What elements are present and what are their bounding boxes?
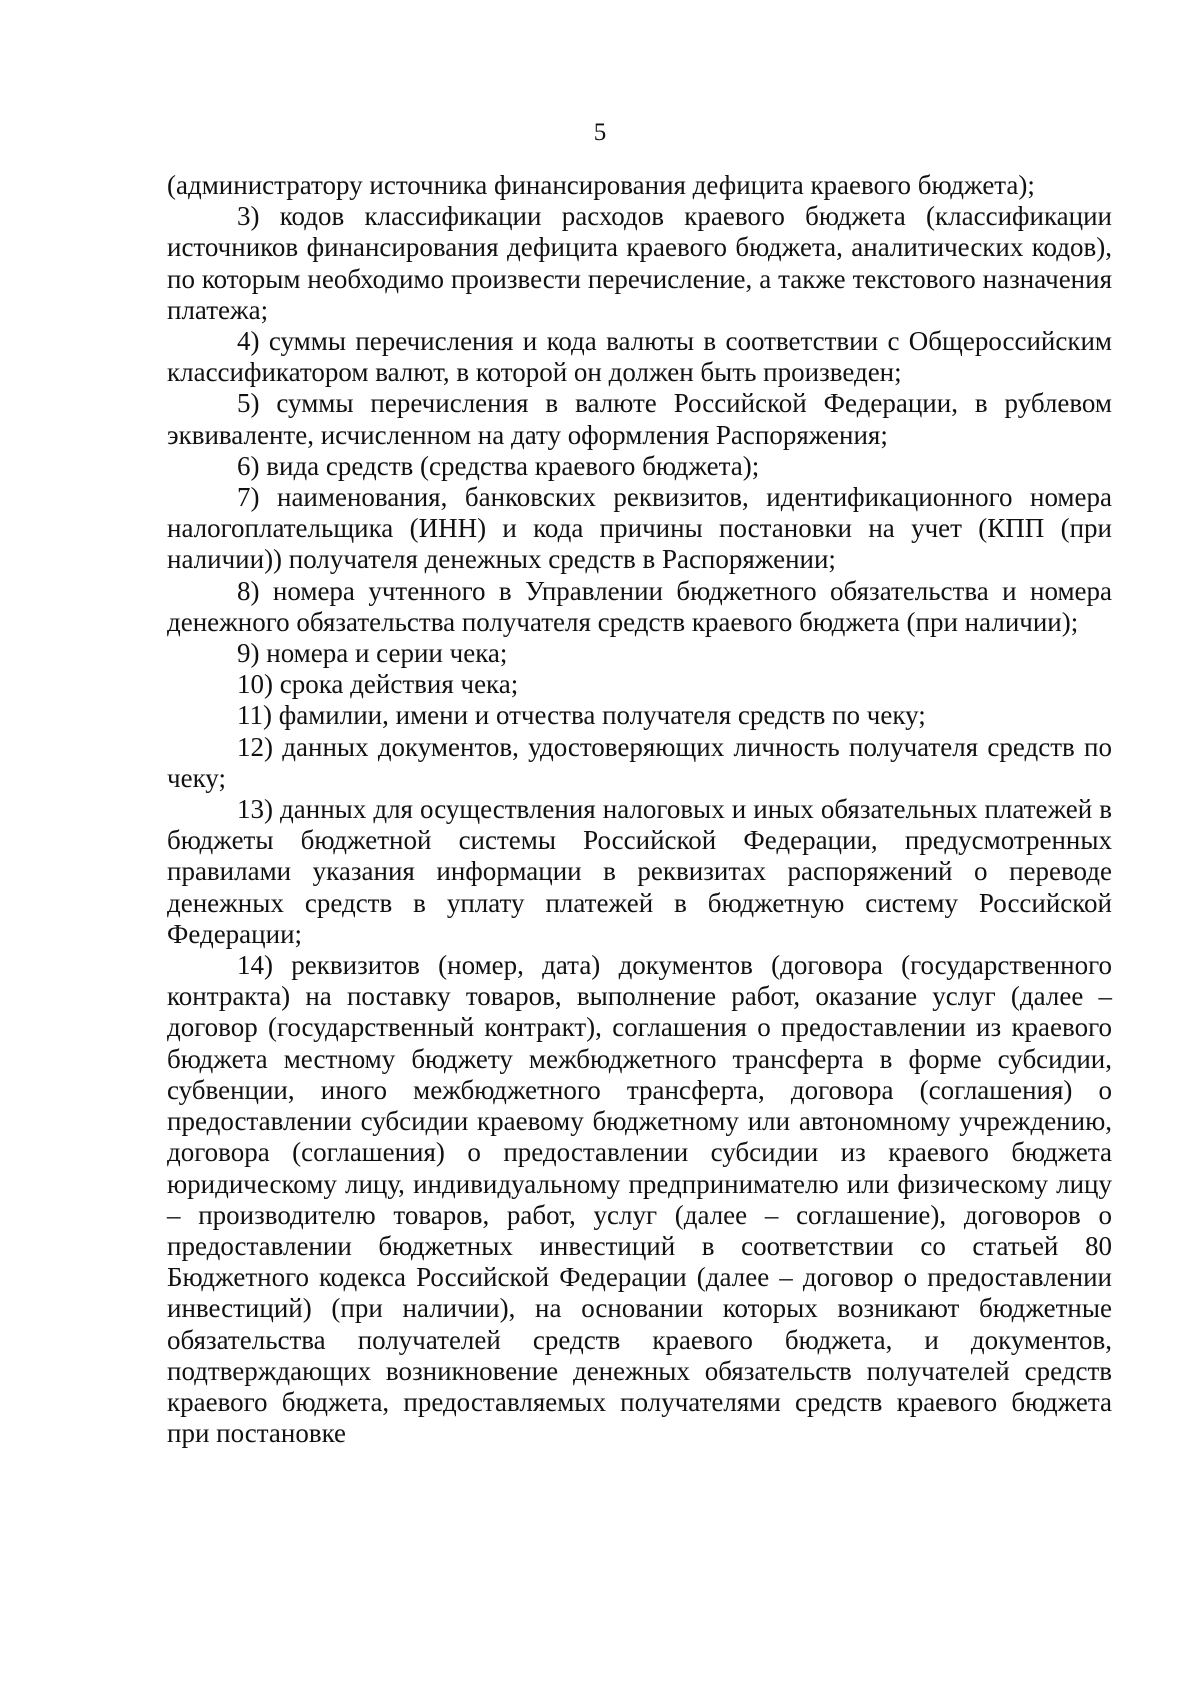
paragraph-item-3: 3) кодов классификации расходов краевого бюджета (классификации источников финансирования дефицита краевого бюджета, аналитических кодов), по которым необходимо произвести перечисление, а также текстового назначения платежа;	[167, 201, 1112, 325]
paragraph-item-8: 8) номера учтенного в Управлении бюджетного обязательства и номера денежного обязательства получателя средств краевого бюджета (при наличии);	[167, 575, 1112, 637]
paragraph-item-7: 7) наименования, банковских реквизитов, идентификационного номера налогоплательщика (ИНН) и кода причины постановки на учет (КПП (при наличии)) получателя денежных средств в Распоряжении;	[167, 482, 1112, 575]
paragraph-item-13: 13) данных для осуществления налоговых и иных обязательных платежей в бюджеты бюджетной системы Российской Федерации, предусмотренных правилами указания информации в реквизитах распоряжений о переводе денежных средств в уплату платежей в бюджетную систему Российской Федерации;	[167, 794, 1112, 949]
paragraph-item-4: 4) суммы перечисления и кода валюты в соответствии с Общероссийским классификатором валют, в которой он должен быть произведен;	[167, 326, 1112, 388]
paragraph-item-12: 12) данных документов, удостоверяющих личность получателя средств по чеку;	[167, 731, 1112, 793]
paragraph-item-10: 10) срока действия чека;	[237, 669, 519, 700]
paragraph-continuation: (администратору источника финансирования дефицита краевого бюджета);	[167, 170, 1035, 200]
paragraph-item-6: 6) вида средств (средства краевого бюджета);	[237, 450, 760, 481]
document-body	[167, 170, 1112, 1449]
paragraph-item-9: 9) номера и серии чека;	[237, 638, 508, 669]
paragraph-item-11: 11) фамилии, имени и отчества получателя средств по чеку;	[237, 700, 926, 731]
paragraph-item-5: 5) суммы перечисления в валюте Российской Федерации, в рублевом эквиваленте, исчисленном на дату оформления Распоряжения;	[167, 388, 1112, 450]
paragraph-item-14: 14) реквизитов (номер, дата) документов (договора (государственного контракта) на поставку товаров, выполнение работ, оказание услуг (далее – договор (государственный контракт), соглашения о предоставлении из краевого бюджета местному бюджету межбюджетного трансферта в форме субсидии, субвенции, иного межбюджетного трансферта, договора (соглашения) о предоставлении субсидии краевому бюджетному или автономному учреждению, договора (соглашения) о предоставлении субсидии из краевого бюджета юридическому лицу, индивидуальному предпринимателю или физическому лицу – производителю товаров, работ, услуг (далее – соглашение), договоров о предоставлении бюджетных инвестиций в соответствии со статьей 80 Бюджетного кодекса Российской Федерации (далее – договор о предоставлении инвестиций) (при наличии), на основании которых возникают бюджетные обязательства получателей средств краевого бюджета, и документов, подтверждающих возникновение денежных обязательств получателей средств краевого бюджета, предоставляемых получателями средств краевого бюджета при постановке	[167, 950, 1112, 1449]
page-number: 5	[593, 119, 607, 146]
